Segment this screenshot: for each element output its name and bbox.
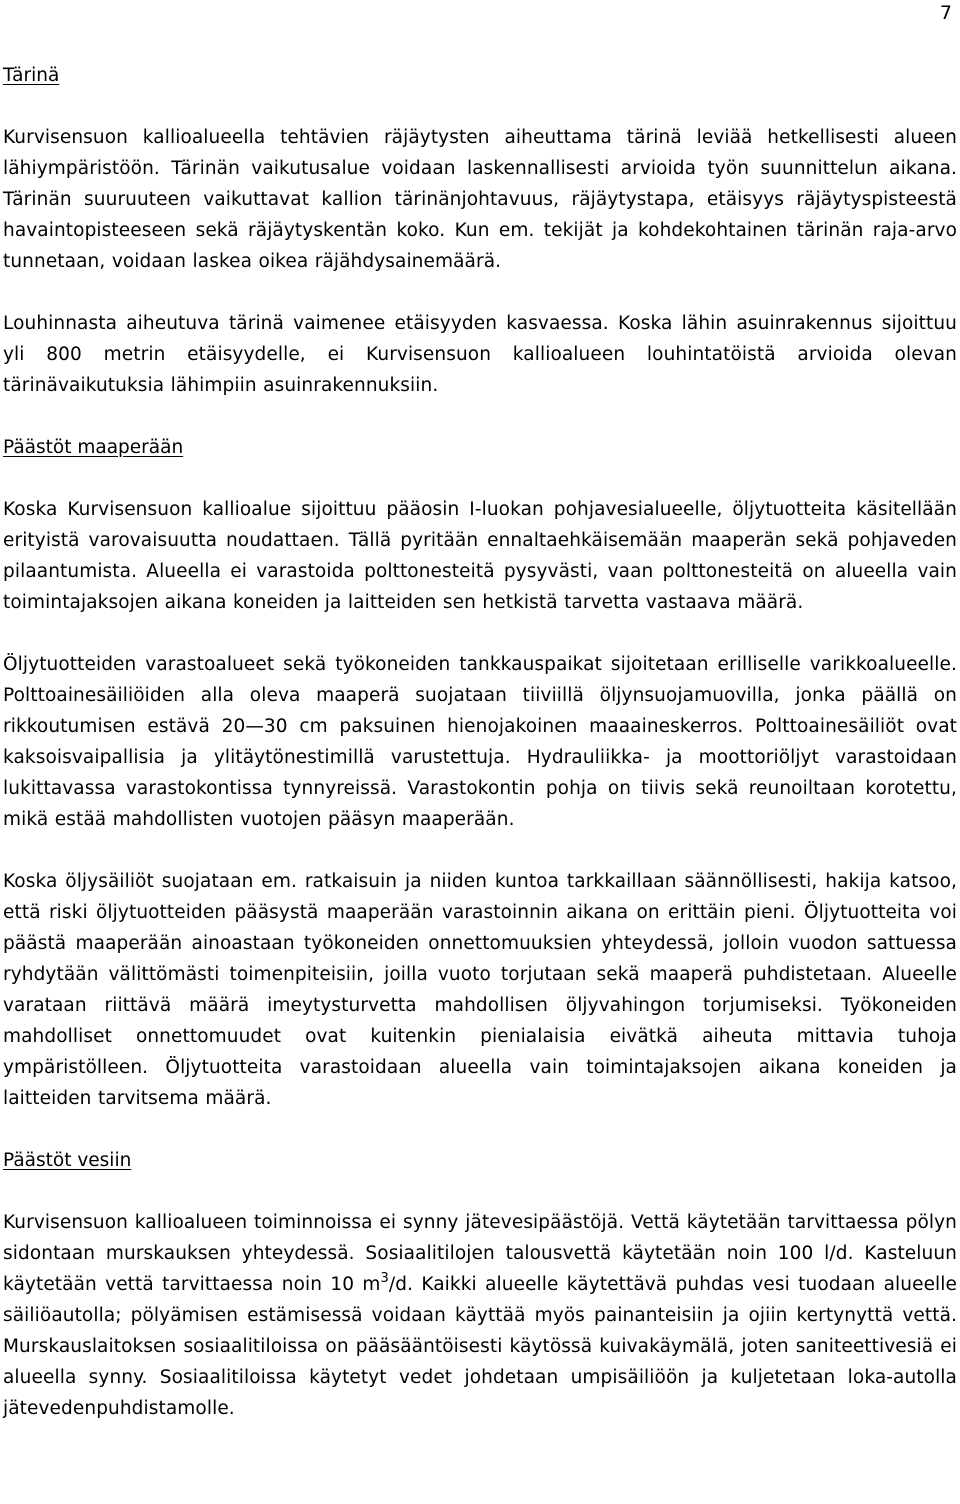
paragraph: Öljytuotteiden varastoalueet sekä työkoneiden tankkauspaikat sijoitetaan erilliselle varikkoalueelle. Polttoainesäiliöiden alla oleva maaperä suojataan tiiviillä öljynsuojamuovilla, jonka päällä on rikkoutumisen estävä 20—30 cm paksuinen hienojakoinen maaaineskerros. Polttoainesäiliöt ovat kaksoisvaipallisia ja ylitäytönestimillä varustettuja. Hydrauliikka- ja moottoriöljyt varastoidaan lukittavassa varastokontissa tynnyreissä. Varastokontin pohja on tiivis sekä reunoiltaan korotettu, mikä estää mahdollisten vuotojen pääsyn maaperään.: [3, 654, 957, 830]
section-heading-paastot-maaperaan: Päästöt maaperään: [3, 437, 184, 458]
section-heading-tarina: Tärinä: [3, 65, 60, 86]
paragraph-text: /d. Kaikki alueelle käytettävä puhdas vesi tuodaan alueelle säiliöautolla; pölyämisen estämisessä voidaan käyttää myös painanteisiin ja ojiin kertynyttä vettä. Murskauslaitoksen sosiaalitiloissa on pääsääntöisesti käytössä kuivakäymälä, joten saniteettivesiä ei alueella synny. Sosiaalitiloissa käytetyt vedet johdetaan umpisäiliöön ja kuljetetaan loka-autolla jätevedenpuhdistamolle.: [3, 1274, 958, 1419]
paragraph: Koska Kurvisensuon kallioalue sijoittuu pääosin I-luokan pohjavesialueelle, öljytuotteita käsitellään erityistä varovaisuutta noudattaen. Tällä pyritään ennaltaehkäisemään maaperän sekä pohjaveden pilaantumista. Alueella ei varastoida polttonesteitä pysyvästi, vaan polttonesteitä on alueella vain toimintajaksojen aikana koneiden ja laitteiden sen hetkistä tarvetta vastaava määrä.: [3, 499, 957, 613]
page-number: 7: [939, 2, 952, 24]
section-heading-paastot-vesiin: Päästöt vesiin: [3, 1150, 132, 1171]
document-body: [3, 60, 957, 1424]
superscript: 3: [380, 1271, 389, 1286]
paragraph: [3, 1207, 957, 1424]
paragraph: Kurvisensuon kallioalueella tehtävien räjäytysten aiheuttama tärinä leviää hetkellisesti alueen lähiympäristöön. Tärinän vaikutusalue voidaan laskennallisesti arvioida työn suunnittelun aikana. Tärinän suuruuteen vaikuttavat kallion tärinänjohtavuus, räjäytystapa, etäisyys räjäytyspisteestä havaintopisteeseen sekä räjäytyskentän koko. Kun em. tekijät ja kohdekohtainen tärinän raja-arvo tunnetaan, voidaan laskea oikea räjähdysainemäärä.: [3, 127, 957, 272]
paragraph: Louhinnasta aiheutuva tärinä vaimenee etäisyyden kasvaessa. Koska lähin asuinrakennus sijoittuu yli 800 metrin etäisyydelle, ei Kurvisensuon kallioalueen louhintatöistä arvioida olevan tärinävaikutuksia lähimpiin asuinrakennuksiin.: [3, 313, 957, 396]
paragraph: Koska öljysäiliöt suojataan em. ratkaisuin ja niiden kuntoa tarkkaillaan säännöllisesti, hakija katsoo, että riski öljytuotteiden pääsystä maaperään varastoinnin aikana on erittäin pieni. Öljytuotteita voi päästä maaperään ainoastaan työkoneiden onnettomuuksien yhteydessä, jolloin vuodon sattuessa ryhdytään välittömästi toimenpiteisiin, joilla vuoto torjutaan sekä maaperä puhdistetaan. Alueelle varataan riittävä määrä imeytysturvetta mahdollisen öljyvahingon torjumiseksi. Työkoneiden mahdolliset onnettomuudet ovat kuitenkin pienialaisia eivätkä aiheuta mittavia tuhoja ympäristölleen. Öljytuotteita varastoidaan alueella vain toimintajaksojen aikana koneiden ja laitteiden tarvitsema määrä.: [3, 871, 957, 1109]
paragraph-text: Kurvisensuon kallioalueen toiminnoissa ei synny jätevesipäästöjä. Vettä käytetään tarvittaessa pölyn sidontaan murskauksen yhteydessä. Sosiaalitilojen talousvettä käytetään noin 100 l/d. Kasteluun käytetään vettä tarvittaessa noin 10 m: [3, 1212, 957, 1295]
